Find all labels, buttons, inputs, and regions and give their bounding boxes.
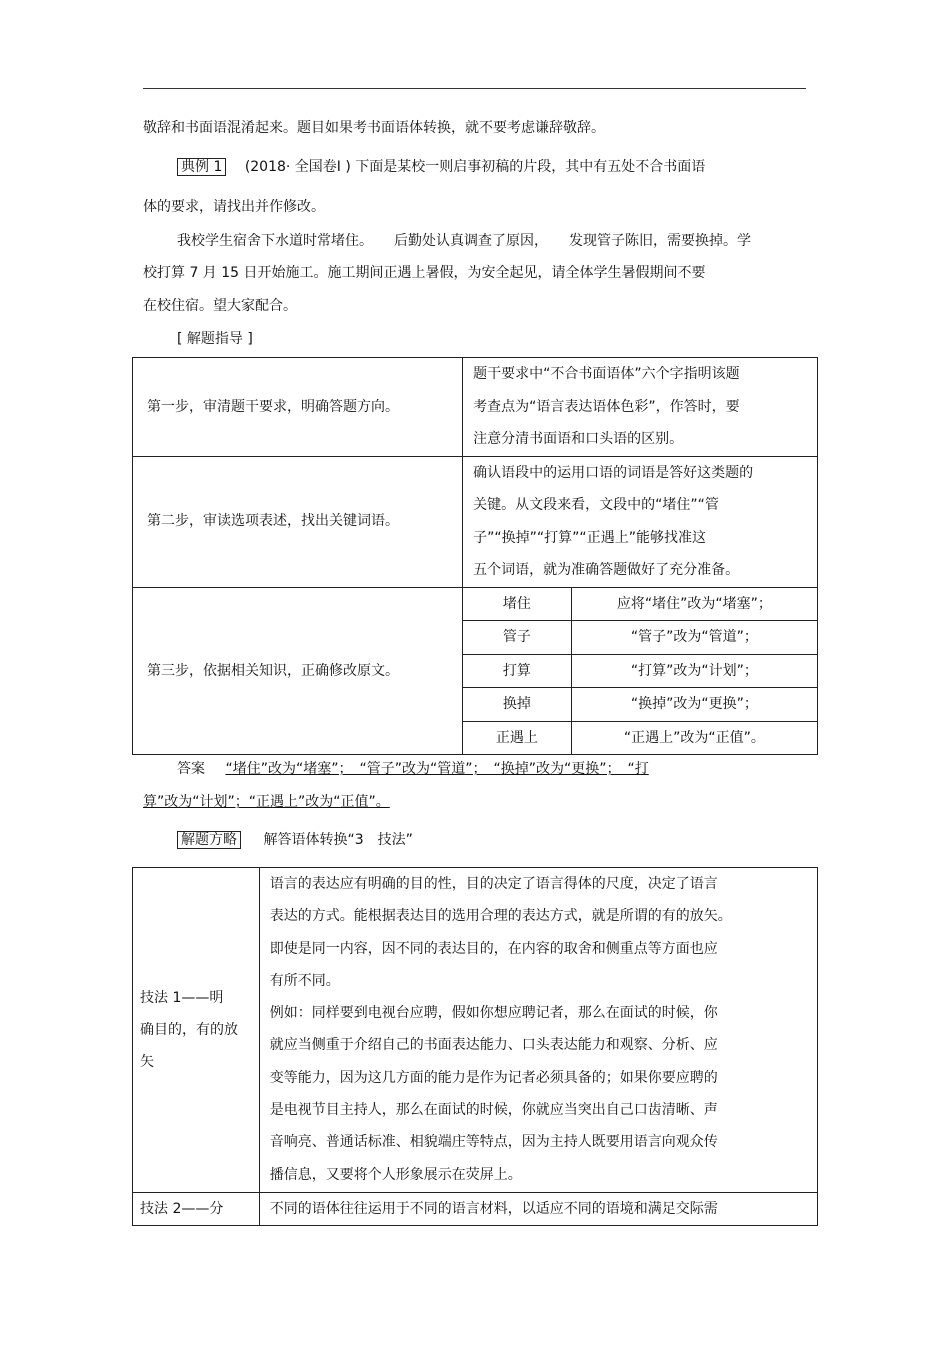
step-1-line: 考查点为“语言表达语体色彩”，作答时，要	[473, 398, 740, 415]
step-1-line: 题干要求中“不合书面语体”六个字指明该题	[473, 366, 740, 382]
technique-line: 表达的方式。能根据表达目的选用合理的表达方式，就是所谓的有的放矢。	[269, 908, 732, 925]
guide-table	[132, 357, 818, 755]
answer-label: 答案	[177, 761, 205, 777]
technique-label-line: 矢	[140, 1054, 154, 1071]
technique-line: 音响亮、普通话标准、相貌端庄等特点，因为主持人既要用语言向观众传	[269, 1134, 718, 1151]
example-line-1	[177, 156, 705, 176]
technique-label-line: 技法 2——分	[140, 1201, 224, 1217]
fix-row	[463, 588, 817, 621]
technique-label-line: 技法 1——明	[140, 989, 224, 1006]
intro-line: 敬辞和书面语混淆起来。题目如果考书面语体转换，就不要考虑谦辞敬辞。	[143, 120, 605, 136]
answer-line-1	[177, 758, 649, 778]
technique-table	[132, 867, 818, 1226]
step-3-label: 第三步，依据相关知识，正确修改原文。	[133, 587, 463, 755]
technique-row-2	[133, 1193, 818, 1226]
technique-line: 例如：同样要到电视台应聘，假如你想应聘记者，那么在面试的时候，你	[269, 1005, 718, 1022]
passage-line-2: 校打算 7 月 15 日开始施工。施工期间正遇上暑假，为安全起见，请全体学生暑假期间不要	[143, 265, 706, 281]
step-2-line: 子”“换掉”“打算”“正遇上”能够找准这	[473, 529, 706, 546]
strategy-title: 解答语体转换“3 技法”	[263, 832, 413, 848]
technique-label-line: 确目的，有的放	[140, 1021, 238, 1038]
example-prompt: (2018· 全国卷Ⅰ ) 下面是某校一则启事初稿的片段，其中有五处不合书面语	[244, 159, 706, 175]
fix-word: 换掉	[463, 688, 571, 722]
answer-text: “堵住”改为“堵塞”； “管子”改为“管道”； “换掉”改为“更换”； “打	[225, 761, 649, 777]
step-row-2	[133, 456, 818, 587]
fix-word: 管子	[463, 621, 571, 655]
step-2-line: 关键。从文段来看，文段中的“堵住”“管	[473, 497, 719, 513]
technique-line: 变等能力，因为这几方面的能力是作为记者必须具备的；如果你要应聘的	[269, 1069, 718, 1086]
fix-text: 应将“堵住”改为“堵塞”；	[571, 588, 817, 621]
guide-heading: [ 解题指导 ]	[177, 331, 253, 347]
step-2-line: 确认语段中的运用口语的词语是答好这类题的	[473, 464, 754, 481]
fix-word: 正遇上	[463, 721, 571, 754]
technique-row-1	[133, 868, 818, 1193]
technique-line: 就应当侧重于介绍自己的书面表达能力、口头表达能力和观察、分析、应	[269, 1037, 718, 1054]
fix-row	[463, 654, 817, 688]
fix-text: “管子”改为“管道”；	[571, 621, 817, 655]
technique-line: 不同的语体往往运用于不同的语言材料，以适应不同的语境和满足交际需	[269, 1201, 718, 1217]
fix-row	[463, 688, 817, 722]
step-3-content	[463, 587, 818, 755]
fix-word: 堵住	[463, 588, 571, 621]
fix-text: “正遇上”改为“正值”。	[571, 721, 817, 754]
strategy-line	[177, 829, 413, 849]
header-rule	[143, 88, 806, 89]
step-row-3	[133, 587, 818, 755]
technique-line: 播信息，又要将个人形象展示在荧屏上。	[269, 1166, 522, 1183]
fix-row	[463, 721, 817, 754]
example-line-2: 体的要求，请找出并作修改。	[143, 199, 325, 215]
step-1-content	[463, 358, 818, 457]
technique-2-content	[259, 1193, 817, 1226]
example-tag: 典例 1	[177, 158, 226, 176]
technique-line: 是电视节目主持人，那么在面试的时候，你就应当突出自己口齿清晰、声	[269, 1102, 718, 1119]
technique-line: 有所不同。	[269, 972, 340, 989]
fix-text: “换掉”改为“更换”；	[571, 688, 817, 722]
technique-2-label	[133, 1193, 260, 1226]
step-1-line: 注意分清书面语和口头语的区别。	[473, 431, 684, 447]
technique-1-content	[259, 868, 817, 1193]
fix-word: 打算	[463, 654, 571, 688]
technique-line: 即使是同一内容，因不同的表达目的，在内容的取舍和侧重点等方面也应	[269, 940, 718, 957]
strategy-tag: 解题方略	[177, 831, 241, 849]
fix-row	[463, 621, 817, 655]
fix-text: “打算”改为“计划”；	[571, 654, 817, 688]
step-2-line: 五个词语，就为准确答题做好了充分准备。	[473, 562, 740, 578]
step-2-label: 第二步，审读选项表述，找出关键词语。	[133, 456, 463, 587]
answer-line-2: 算”改为“计划”；“正遇上”改为“正值”。	[143, 794, 390, 810]
fix-table	[463, 588, 817, 755]
step-row-1	[133, 358, 818, 457]
technique-1-label	[133, 868, 260, 1193]
passage-line-3: 在校住宿。望大家配合。	[143, 298, 297, 314]
step-1-label: 第一步，审清题干要求，明确答题方向。	[133, 358, 463, 457]
technique-line: 语言的表达应有明确的目的性，目的决定了语言得体的尺度，决定了语言	[269, 876, 718, 892]
step-2-content	[463, 456, 818, 587]
passage-line-1: 我校学生宿舍下水道时常堵住。 后勤处认真调查了原因， 发现管子陈旧，需要换掉。学	[177, 233, 751, 249]
